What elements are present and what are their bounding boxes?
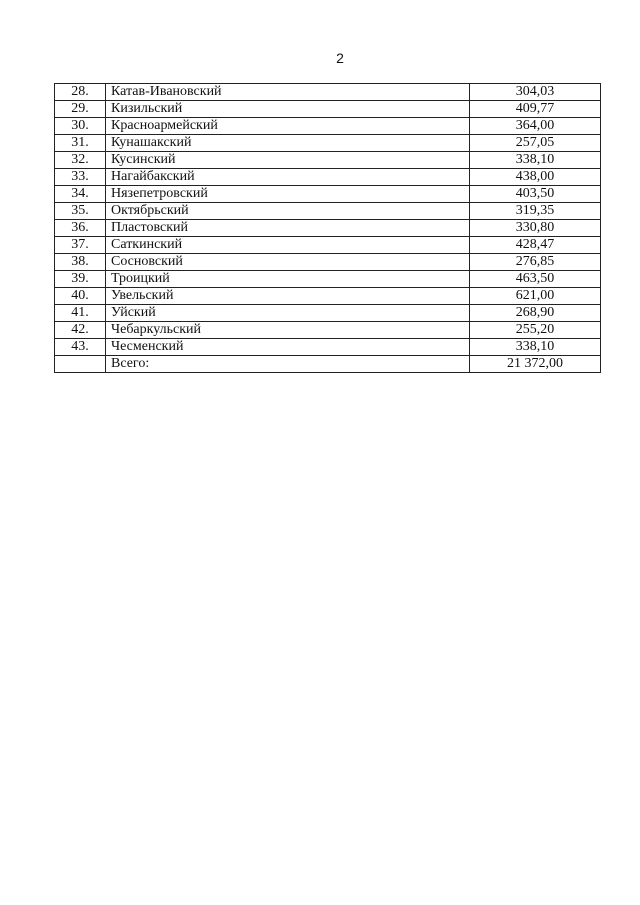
data-table [54,83,601,373]
table-row [55,203,601,220]
amount-cell: 403,50 [470,186,601,203]
table-row [55,101,601,118]
amount-cell: 257,05 [470,135,601,152]
total-amount-cell: 21 372,00 [470,356,601,373]
district-name-cell: Октябрьский [106,203,470,220]
page-number: 2 [336,50,344,66]
amount-cell: 409,77 [470,101,601,118]
table-row [55,254,601,271]
row-number-cell: 40. [55,288,106,305]
row-number-cell: 30. [55,118,106,135]
district-name-cell: Красноармейский [106,118,470,135]
district-name-cell: Кунашакский [106,135,470,152]
row-number-cell: 28. [55,84,106,101]
row-number-cell: 32. [55,152,106,169]
table-row [55,152,601,169]
table-row [55,271,601,288]
row-number-cell: 33. [55,169,106,186]
table-row [55,135,601,152]
table-row [55,339,601,356]
amount-cell: 364,00 [470,118,601,135]
district-name-cell: Сосновский [106,254,470,271]
row-number-cell: 39. [55,271,106,288]
table-row [55,288,601,305]
amount-cell: 330,80 [470,220,601,237]
table-row [55,237,601,254]
row-number-cell: 29. [55,101,106,118]
amount-cell: 338,10 [470,339,601,356]
district-name-cell: Нязепетровский [106,186,470,203]
district-name-cell: Увельский [106,288,470,305]
table-row [55,169,601,186]
table-row [55,118,601,135]
row-number-cell: 43. [55,339,106,356]
table-row [55,220,601,237]
row-number-cell: 31. [55,135,106,152]
row-number-cell: 35. [55,203,106,220]
district-name-cell: Пластовский [106,220,470,237]
district-name-cell: Кизильский [106,101,470,118]
amount-cell: 304,03 [470,84,601,101]
amount-cell: 319,35 [470,203,601,220]
table-row [55,305,601,322]
district-name-cell: Троицкий [106,271,470,288]
row-number-cell: 34. [55,186,106,203]
amount-cell: 255,20 [470,322,601,339]
district-name-cell: Чесменский [106,339,470,356]
district-name-cell: Катав-Ивановский [106,84,470,101]
row-number-cell: 38. [55,254,106,271]
district-name-cell: Нагайбакский [106,169,470,186]
district-name-cell: Саткинский [106,237,470,254]
amount-cell: 338,10 [470,152,601,169]
amount-cell: 268,90 [470,305,601,322]
amount-cell: 276,85 [470,254,601,271]
row-number-cell: 37. [55,237,106,254]
amount-cell: 428,47 [470,237,601,254]
total-number-cell [55,356,106,373]
amount-cell: 438,00 [470,169,601,186]
district-name-cell: Уйский [106,305,470,322]
table-row [55,84,601,101]
amount-cell: 621,00 [470,288,601,305]
total-label-cell: Всего: [106,356,470,373]
table-row [55,322,601,339]
row-number-cell: 42. [55,322,106,339]
row-number-cell: 36. [55,220,106,237]
table-body [55,84,601,373]
amount-cell: 463,50 [470,271,601,288]
total-row [55,356,601,373]
table-row [55,186,601,203]
district-name-cell: Чебаркульский [106,322,470,339]
district-name-cell: Кусинский [106,152,470,169]
row-number-cell: 41. [55,305,106,322]
